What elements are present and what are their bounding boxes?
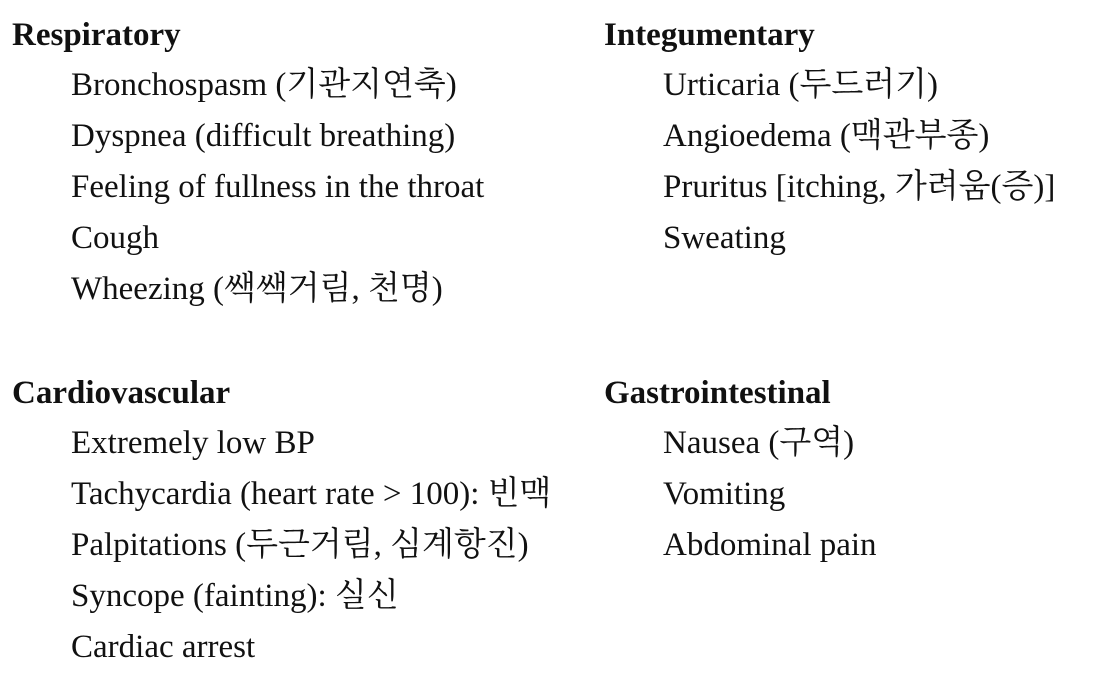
list-item: Abdominal pain xyxy=(663,527,877,563)
cardiovascular-symptom-list xyxy=(12,418,551,673)
list-item: Cardiac arrest xyxy=(71,629,256,665)
list-item: Extremely low BP xyxy=(71,425,315,461)
list-item: Pruritus [itching, 가려움(증)] xyxy=(663,169,1056,205)
respiratory-symptom-list xyxy=(12,60,484,315)
list-item: Vomiting xyxy=(663,476,786,512)
list-item: Bronchospasm (기관지연축) xyxy=(71,67,457,103)
integumentary-symptom-list xyxy=(604,60,1055,264)
list-item: Sweating xyxy=(663,220,786,256)
cardiovascular-heading: Cardiovascular xyxy=(12,375,231,411)
list-item: Palpitations (두근거림, 심계항진) xyxy=(71,527,529,563)
cardiovascular-section xyxy=(12,368,551,673)
gastrointestinal-symptom-list xyxy=(604,418,877,571)
list-item: Syncope (fainting): 실신 xyxy=(71,578,399,614)
list-item: Nausea (구역) xyxy=(663,425,855,461)
list-item: Wheezing (쌕쌕거림, 천명) xyxy=(71,271,443,307)
list-item: Tachycardia (heart rate > 100): 빈맥 xyxy=(71,476,552,512)
list-item: Dyspnea (difficult breathing) xyxy=(71,118,456,154)
list-item: Angioedema (맥관부종) xyxy=(663,118,990,154)
list-item: Urticaria (두드러기) xyxy=(663,67,938,103)
integumentary-section xyxy=(604,10,1055,264)
list-item: Cough xyxy=(71,220,160,256)
integumentary-heading: Integumentary xyxy=(604,17,815,53)
respiratory-section xyxy=(12,10,484,315)
list-item: Feeling of fullness in the throat xyxy=(71,169,485,205)
gastrointestinal-heading: Gastrointestinal xyxy=(604,375,831,411)
gastrointestinal-section xyxy=(604,368,877,571)
respiratory-heading: Respiratory xyxy=(12,17,181,53)
